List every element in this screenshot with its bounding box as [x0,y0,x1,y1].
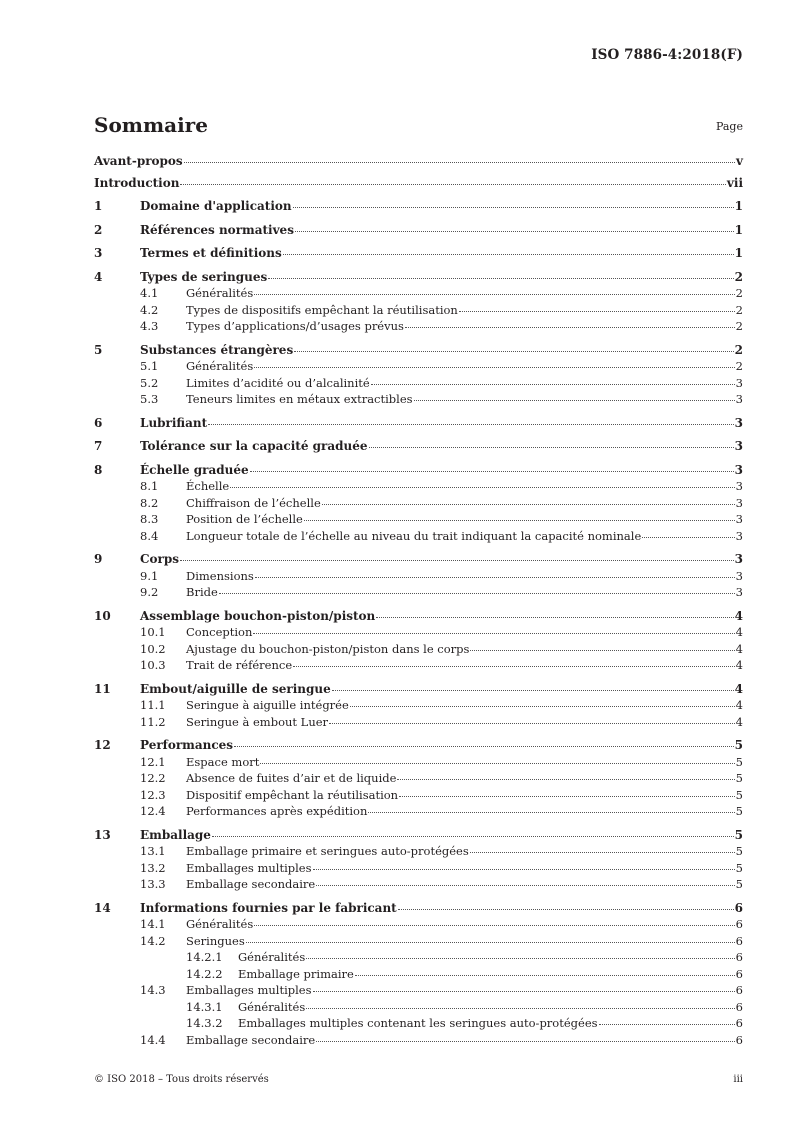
toc-entry-number: 14.3.1 [186,999,223,1014]
toc-entry-label: Position de l’échelle [186,512,303,526]
toc-entry-number: 10 [94,608,111,623]
toc-entry[interactable] [94,462,743,479]
toc-entry-label: Références normatives [140,222,294,237]
toc-dot-leader [254,367,734,368]
toc-entry-label: Teneurs limites en métaux extractibles [186,392,413,406]
toc-entry[interactable] [94,198,743,215]
toc-entry[interactable] [94,966,743,983]
toc-entry-number: 9 [94,552,103,566]
toc-entry-label: Généralités [186,286,254,300]
toc-entry-page: v [736,154,743,168]
toc-entry-number: 5 [94,342,103,357]
toc-entry-label: Emballage primaire et seringues auto-protégées [186,844,469,858]
toc-entry-number: 9.1 [140,568,159,583]
toc-entry[interactable] [94,245,743,262]
toc-dot-leader [208,424,733,425]
toc-entry-number: 8 [94,462,103,477]
toc-entry-label: Emballage primaire [238,966,354,981]
toc-dot-leader [234,746,734,747]
toc-entry[interactable] [94,900,743,917]
toc-entry-page: 4 [735,641,743,656]
toc-entry-page: 6 [735,966,743,981]
toc-entry-page: 4 [735,698,743,712]
toc-entry-label: Termes et définitions [140,246,282,260]
toc-entry-page: 3 [735,392,743,406]
toc-entry-label: Longueur totale de l’échelle au niveau du trait indiquant la capacité nominale [186,528,642,543]
toc-dot-leader [397,779,734,780]
toc-entry-number: 12 [94,738,111,752]
toc-entry[interactable] [94,916,743,933]
toc-entry-number: 14.3 [140,983,166,997]
toc-entry-label: Types de seringues [140,269,268,284]
toc-entry-page: 5 [735,804,743,818]
toc-entry[interactable] [94,803,743,820]
toc-entry-label: Substances étrangères [140,342,294,357]
toc-entry-number: 10.1 [140,625,166,639]
toc-entry-label: Lubrifiant [140,415,208,430]
toc-entry[interactable] [94,1032,743,1049]
toc-entry-page: 2 [735,359,743,373]
toc-entry-page: 5 [734,738,743,752]
toc-dot-leader [306,1008,734,1009]
toc-dot-leader [316,1041,734,1042]
toc-entry-number: 11 [94,681,111,696]
toc-entry-label: Avant-propos [94,154,183,168]
toc-entry-number: 13.3 [140,877,166,891]
toc-dot-leader [470,650,734,651]
toc-entry-page: 2 [734,269,743,284]
toc-dot-leader [184,162,735,163]
toc-entry[interactable] [94,737,743,754]
toc-dot-leader [295,231,734,232]
toc-entry-number: 12.2 [140,771,166,785]
toc-entry-page: 3 [734,462,743,477]
toc-entry-label: Absence de fuites d’air et de liquide [186,771,397,785]
toc-dot-leader [329,723,735,724]
toc-entry-page: 6 [735,1016,743,1030]
toc-entry[interactable] [94,568,743,585]
toc-dot-leader [642,537,734,538]
toc-entry-page: 3 [735,568,743,583]
toc-entry-page: 5 [735,771,743,785]
toc-entry-label: Limites d’acidité ou d’alcalinité [186,375,370,390]
toc-entry[interactable] [94,714,743,731]
toc-entry[interactable] [94,624,743,641]
toc-entry-number: 5.2 [140,375,159,390]
toc-entry[interactable] [94,285,743,302]
toc-entry[interactable] [94,391,743,408]
toc-entry-label: Dimensions [186,568,254,583]
toc-dot-leader [322,504,735,505]
toc-dot-leader [304,520,735,521]
toc-entry-label: Embout/aiguille de seringue [140,681,331,696]
toc-entry-page: 1 [734,199,743,213]
toc-entry-number: 8.1 [140,479,159,493]
toc-entry-page: 3 [735,512,743,526]
toc-entry-number: 8.2 [140,495,159,510]
toc-entry-number: 4.2 [140,302,159,317]
toc-entry-number: 12.1 [140,754,166,769]
toc-entry-label: Emballages multiples contenant les seringues auto-protégées [238,1016,598,1030]
toc-entry-page: 3 [735,479,743,493]
toc-entry-page: 5 [735,860,743,875]
toc-entry-number: 14.2 [140,933,166,948]
toc-entry[interactable] [94,933,743,950]
toc-dot-leader [350,706,735,707]
toc-entry-page: 5 [735,877,743,891]
toc-entry-label: Domaine d'application [140,199,292,213]
toc-entry[interactable] [94,222,743,239]
toc-entry-number: 14 [94,900,111,915]
toc-dot-leader [405,327,735,328]
toc-dot-leader [398,909,734,910]
page-title: Sommaire [94,113,208,137]
toc-entry-label: Performances [140,738,234,752]
toc-entry[interactable] [94,876,743,893]
toc-dot-leader [254,294,734,295]
toc-entry-page: 2 [735,286,743,300]
toc-entry[interactable] [94,787,743,804]
toc-entry[interactable] [94,375,743,392]
toc-dot-leader [313,869,735,870]
page-column-label: Page [715,120,743,133]
toc-entry[interactable] [94,584,743,601]
toc-entry-number: 12.3 [140,787,166,802]
toc-entry-number: 8.3 [140,512,159,526]
toc-entry-number: 10.3 [140,658,166,672]
toc-entry-number: 4 [94,269,103,284]
toc-dot-leader [316,885,734,886]
toc-entry-label: Emballage [140,827,211,842]
toc-entry-page: 4 [734,608,743,623]
toc-entry-number: 3 [94,246,103,260]
toc-entry-page: 3 [734,439,743,453]
toc-dot-leader [332,690,734,691]
toc-entry-label: Généralités [186,359,254,373]
toc-dot-leader [293,207,734,208]
toc-entry-number: 11.1 [140,698,166,712]
toc-entry-page: 3 [735,585,743,599]
toc-entry-label: Trait de référence [186,658,293,672]
toc-entry-label: Types de dispositifs empêchant la réutilisation [186,302,458,317]
toc-entry-page: 2 [735,319,743,333]
toc-entry-page: 3 [735,375,743,390]
toc-entry-label: Généralités [238,950,306,964]
toc-entry[interactable] [94,982,743,999]
toc-entry-label: Corps [140,552,180,566]
toc-entry-label: Tolérance sur la capacité graduée [140,439,368,453]
toc-entry[interactable] [94,999,743,1016]
toc-entry-label: Généralités [186,917,254,931]
toc-dot-leader [399,796,735,797]
toc-entry[interactable] [94,175,743,192]
toc-entry-number: 4.3 [140,319,159,333]
toc-entry-label: Échelle [186,479,230,493]
toc-dot-leader [369,447,734,448]
toc-dot-leader [250,471,734,472]
toc-entry[interactable] [94,608,743,625]
toc-entry[interactable] [94,697,743,714]
toc-entry[interactable] [94,153,743,170]
toc-entry[interactable] [94,528,743,545]
toc-entry-number: 14.3.2 [186,1016,223,1030]
toc-entry-label: Emballages multiples [186,983,312,997]
toc-dot-leader [268,278,733,279]
toc-entry-page: 6 [735,933,743,948]
toc-entry[interactable] [94,754,743,771]
toc-entry-page: 3 [735,495,743,510]
toc-entry-number: 5.1 [140,359,159,373]
toc-entry-label: Emballage secondaire [186,877,316,891]
toc-entry[interactable] [94,843,743,860]
toc-entry-label: Espace mort [186,754,260,769]
toc-dot-leader [355,975,735,976]
table-of-contents [94,153,743,1048]
toc-entry-page: 5 [735,787,743,802]
toc-entry-number: 14.2.1 [186,950,223,964]
toc-entry-number: 14.1 [140,917,166,931]
toc-dot-leader [254,925,734,926]
toc-entry[interactable] [94,770,743,787]
toc-dot-leader [180,560,734,561]
toc-entry-page: 6 [735,983,743,997]
toc-entry[interactable] [94,358,743,375]
toc-entry-page: vii [726,175,743,190]
toc-entry[interactable] [94,641,743,658]
document-header: ISO 7886-4:2018(F) [591,47,743,63]
toc-entry-label: Échelle graduée [140,462,249,477]
toc-entry[interactable] [94,949,743,966]
toc-dot-leader [459,311,735,312]
toc-entry-number: 4.1 [140,286,159,300]
toc-entry[interactable] [94,827,743,844]
toc-entry-label: Conception [186,625,253,639]
toc-entry-page: 5 [734,827,743,842]
toc-entry-number: 9.2 [140,585,159,599]
toc-entry-number: 13 [94,827,111,842]
toc-entry-label: Généralités [238,999,306,1014]
toc-dot-leader [470,852,735,853]
toc-entry[interactable] [94,478,743,495]
toc-dot-leader [294,351,733,352]
toc-entry-page: 4 [735,658,743,672]
toc-entry-page: 5 [735,844,743,858]
toc-entry-label: Seringue à aiguille intégrée [186,698,349,712]
toc-entry[interactable] [94,342,743,359]
toc-entry-number: 14.2.2 [186,966,223,981]
toc-dot-leader [368,812,734,813]
toc-entry[interactable] [94,438,743,455]
toc-entry-page: 6 [735,999,743,1014]
toc-dot-leader [219,593,735,594]
toc-dot-leader [260,763,734,764]
toc-entry-page: 3 [735,528,743,543]
toc-entry-label: Bride [186,585,218,599]
toc-dot-leader [283,254,734,255]
toc-entry-label: Introduction [94,175,180,190]
toc-dot-leader [599,1024,735,1025]
toc-entry[interactable] [94,551,743,568]
toc-entry-page: 1 [734,222,743,237]
toc-entry-label: Dispositif empêchant la réutilisation [186,787,399,802]
toc-dot-leader [253,633,734,634]
toc-dot-leader [180,184,725,185]
toc-dot-leader [212,836,734,837]
toc-entry[interactable] [94,681,743,698]
toc-entry[interactable] [94,269,743,286]
toc-entry[interactable] [94,415,743,432]
toc-entry-page: 6 [734,900,743,915]
toc-entry-number: 5.3 [140,392,159,406]
toc-dot-leader [371,384,735,385]
toc-entry[interactable] [94,657,743,674]
toc-entry-page: 6 [735,1032,743,1047]
toc-dot-leader [230,487,734,488]
toc-entry-label: Seringues [186,933,245,948]
toc-entry[interactable] [94,495,743,512]
toc-entry[interactable] [94,302,743,319]
toc-entry-number: 1 [94,199,103,213]
toc-entry-number: 10.2 [140,641,166,656]
toc-entry-page: 1 [734,246,743,260]
toc-entry-number: 11.2 [140,714,166,729]
toc-entry-label: Performances après expédition [186,804,368,818]
toc-entry-label: Chiffraison de l’échelle [186,495,321,510]
toc-entry-number: 8.4 [140,528,159,543]
footer-copyright: © ISO 2018 – Tous droits réservés [94,1074,269,1085]
toc-dot-leader [414,400,735,401]
toc-entry-page: 3 [734,415,743,430]
toc-entry[interactable] [94,1015,743,1032]
toc-entry-page: 2 [734,342,743,357]
toc-entry-page: 4 [734,681,743,696]
toc-dot-leader [313,991,735,992]
toc-entry-number: 2 [94,222,103,237]
toc-dot-leader [293,666,735,667]
toc-entry-label: Assemblage bouchon-piston/piston [140,608,376,623]
toc-entry-label: Types d’applications/d’usages prévus [186,319,404,333]
toc-entry-number: 7 [94,439,103,453]
toc-entry-label: Seringue à embout Luer [186,714,329,729]
toc-entry-number: 14.4 [140,1032,166,1047]
toc-entry-number: 6 [94,415,103,430]
toc-dot-leader [255,577,735,578]
toc-dot-leader [306,958,734,959]
toc-entry-page: 2 [735,302,743,317]
footer-page-number: iii [733,1074,743,1085]
toc-entry-label: Emballage secondaire [186,1032,316,1047]
toc-entry-number: 13.1 [140,844,166,858]
toc-entry-number: 12.4 [140,804,166,818]
toc-entry-page: 4 [735,714,743,729]
toc-entry[interactable] [94,511,743,528]
toc-entry-page: 6 [735,917,743,931]
toc-entry[interactable] [94,318,743,335]
toc-entry-label: Emballages multiples [186,860,312,875]
toc-entry-page: 3 [734,552,743,566]
toc-dot-leader [246,942,735,943]
toc-entry-page: 4 [735,625,743,639]
toc-entry[interactable] [94,860,743,877]
toc-dot-leader [376,617,733,618]
toc-entry-number: 13.2 [140,860,166,875]
toc-entry-page: 5 [735,754,743,769]
toc-entry-label: Informations fournies par le fabricant [140,900,397,915]
toc-entry-label: Ajustage du bouchon-piston/piston dans le corps [186,641,470,656]
toc-entry-page: 6 [735,950,743,964]
